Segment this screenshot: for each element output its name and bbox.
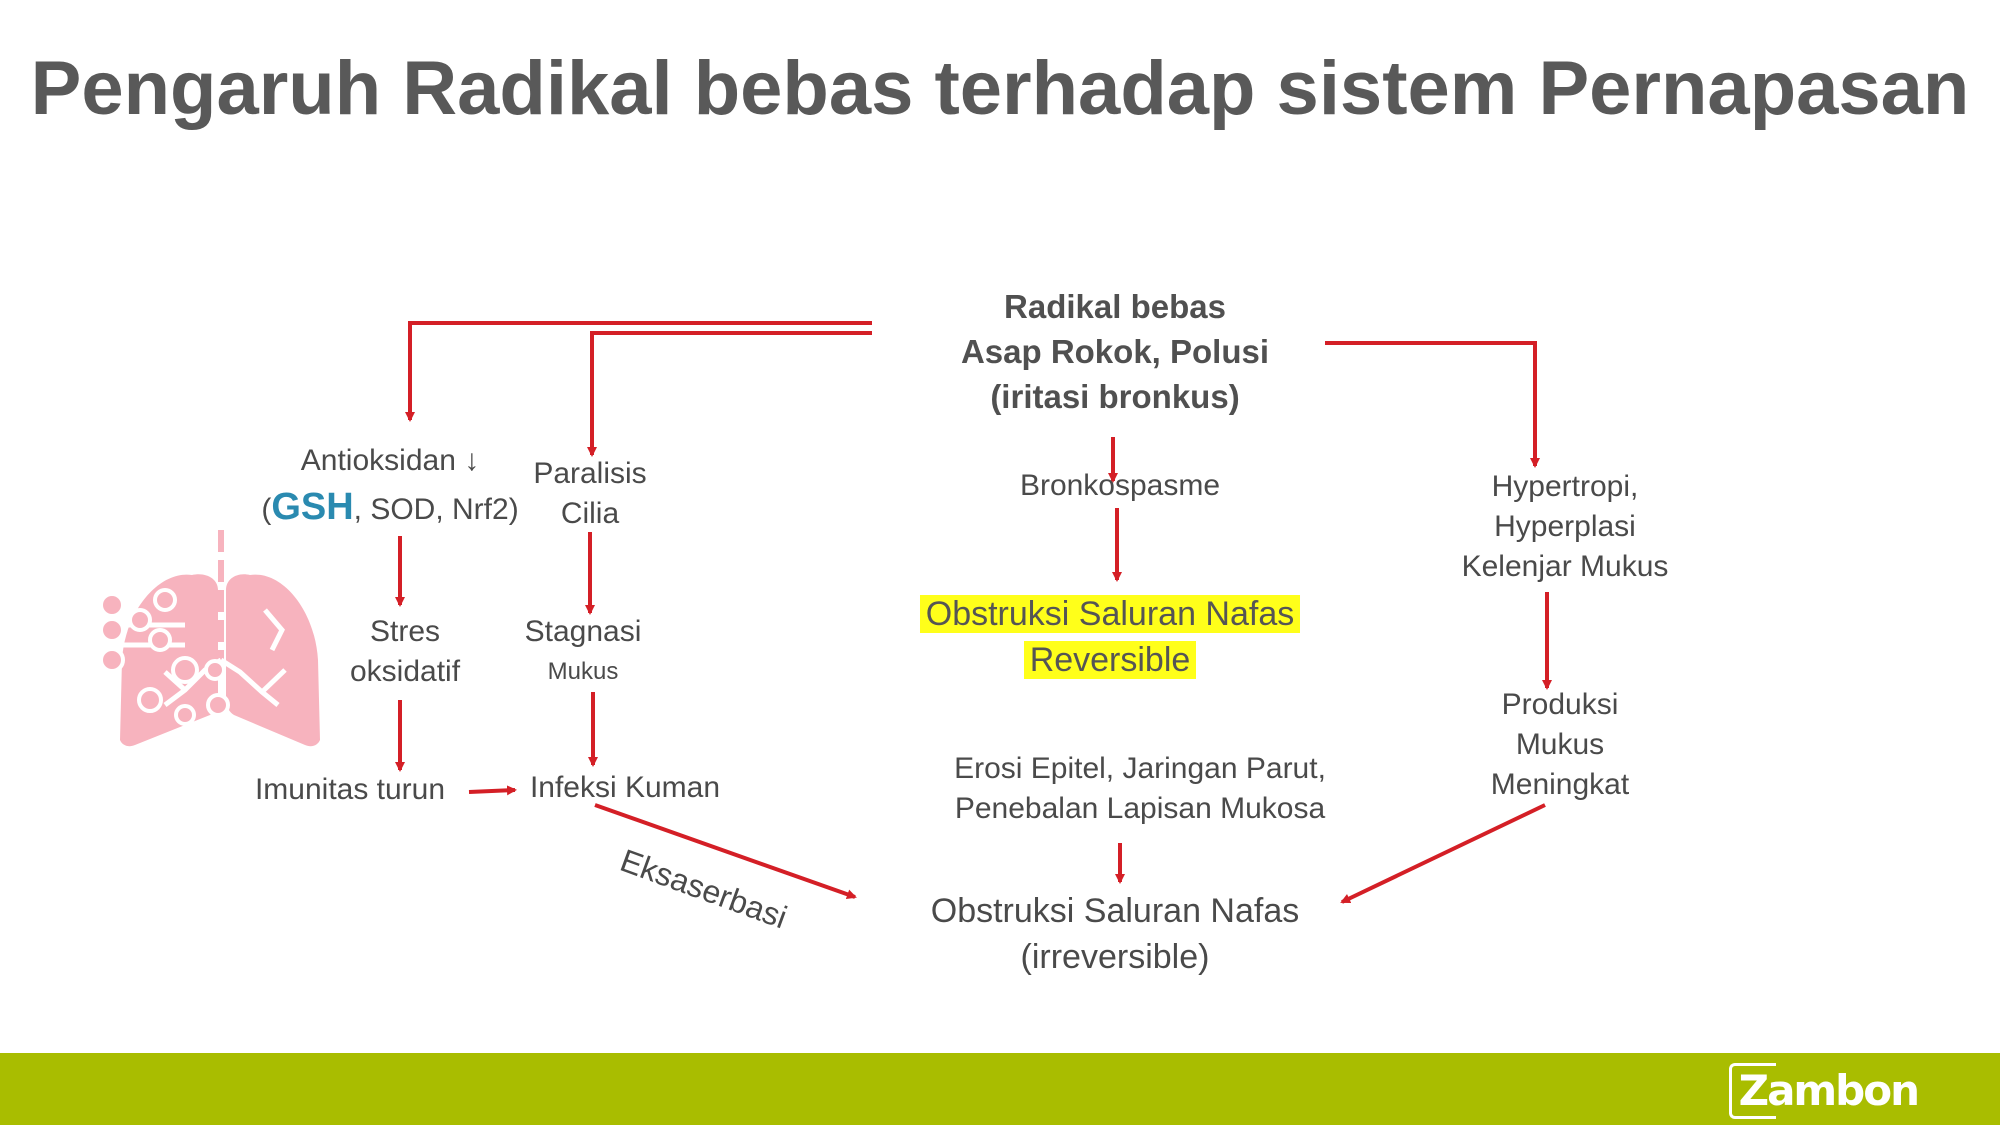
obstruksi-irr-line2: (irreversible) bbox=[1020, 938, 1210, 976]
arrow-produksi-to-obstruksi-irr bbox=[1342, 805, 1545, 902]
erosi-line1: Erosi Epitel, Jaringan Parut, bbox=[954, 752, 1326, 785]
obstruksi-reversible-node bbox=[880, 591, 1340, 683]
infeksi-node: Infeksi Kuman bbox=[529, 771, 721, 804]
produksi-line1: Produksi bbox=[1501, 688, 1619, 721]
stres-line1: Stres bbox=[369, 615, 441, 648]
antioksidan-node bbox=[245, 441, 535, 530]
source-node bbox=[905, 284, 1325, 419]
hypertropi-line2: Hyperplasi bbox=[1494, 510, 1636, 543]
stres-line2: oksidatif bbox=[349, 655, 461, 688]
arrow-imunitas-to-infeksi bbox=[469, 790, 515, 792]
stres-node bbox=[325, 612, 485, 692]
lungs-icon bbox=[101, 530, 320, 746]
eksaserbasi-label: Eksaserbasi bbox=[615, 842, 792, 936]
footer-bar bbox=[0, 1053, 2000, 1125]
arrow-source-to-hypertropi bbox=[1325, 343, 1535, 466]
logo-text: Zambon bbox=[1738, 1065, 1918, 1115]
gsh-label: GSH bbox=[271, 486, 354, 528]
bronkospasme-node: Bronkospasme bbox=[1019, 469, 1221, 502]
obstruksi-irr-line1: Obstruksi Saluran Nafas bbox=[930, 892, 1300, 930]
paralisis-line2: Cilia bbox=[560, 497, 620, 530]
antioksidan-rest: , SOD, Nrf2) bbox=[353, 493, 519, 526]
logo-frame-icon bbox=[1729, 1063, 1776, 1119]
obstruksi-irreversible-node bbox=[900, 888, 1330, 980]
arrow-source-to-paralisis bbox=[592, 333, 872, 455]
obstruksi-rev-line2: Reversible bbox=[1024, 641, 1197, 679]
obstruksi-rev-line1: Obstruksi Saluran Nafas bbox=[920, 595, 1301, 633]
stagnasi-line2: Mukus bbox=[547, 658, 619, 685]
hypertropi-node bbox=[1415, 467, 1715, 587]
source-line2: Asap Rokok, Polusi bbox=[960, 333, 1270, 370]
hypertropi-line1: Hypertropi, bbox=[1491, 470, 1639, 503]
produksi-line3: Meningkat bbox=[1490, 768, 1630, 801]
erosi-node bbox=[920, 749, 1360, 829]
imunitas-node: Imunitas turun bbox=[254, 773, 446, 806]
zambon-logo bbox=[1739, 1067, 1918, 1113]
antioksidan-line1: Antioksidan ↓ bbox=[300, 444, 480, 477]
erosi-line2: Penebalan Lapisan Mukosa bbox=[954, 792, 1326, 825]
hypertropi-line3: Kelenjar Mukus bbox=[1461, 550, 1669, 583]
paralisis-line1: Paralisis bbox=[533, 457, 647, 490]
paralisis-node bbox=[510, 454, 670, 534]
stagnasi-line1: Stagnasi bbox=[524, 615, 642, 648]
produksi-line2: Mukus bbox=[1515, 728, 1605, 761]
source-line3: (iritasi bronkus) bbox=[990, 378, 1240, 415]
produksi-node bbox=[1440, 685, 1680, 805]
stagnasi-node bbox=[508, 612, 658, 692]
antioksidan-paren: ( bbox=[261, 493, 272, 526]
page-title: Pengaruh Radikal bebas terhadap sistem Pernapasan bbox=[30, 46, 1970, 131]
arrow-source-to-antioksidan bbox=[410, 323, 872, 420]
source-line1: Radikal bebas bbox=[1004, 288, 1226, 325]
